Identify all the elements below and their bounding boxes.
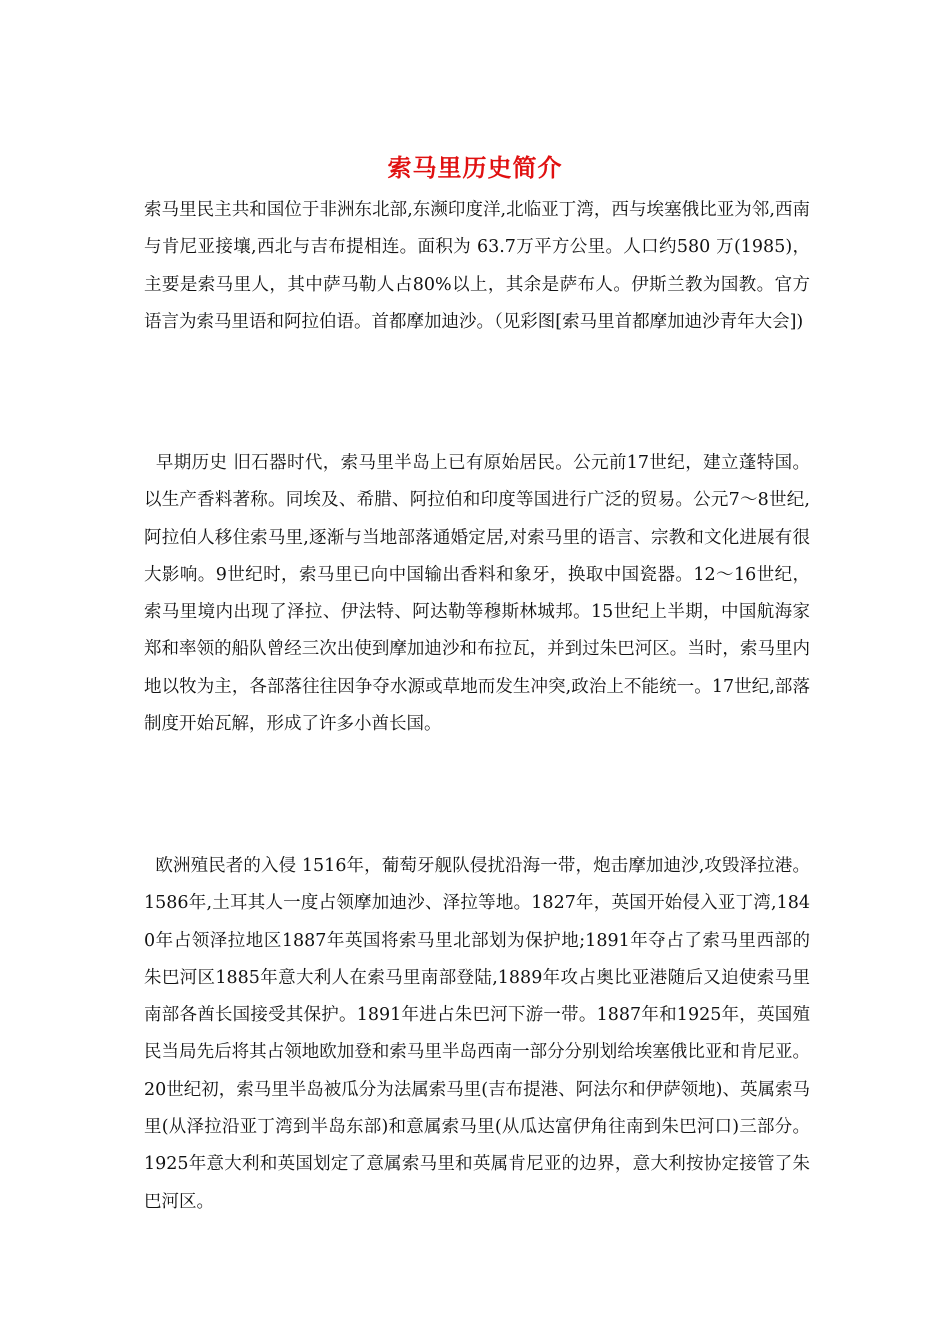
paragraph-early-history: 早期历史 旧石器时代，索马里半岛上已有原始居民。公元前17世纪，建立蓬特国。以生产香料著称。同埃及、希腊、阿拉伯和印度等国进行广泛的贸易。公元7～8世纪,阿拉伯人移住索马里,逐渐与当地部落通婚定居,对索马里的语言、宗教和文化进展有很大影响。9世纪时，索马里已向中国输出香料和象牙，换取中国瓷器。12～16世纪，索马里境内出现了泽拉、伊法特、阿达勒等穆斯林城邦。15世纪上半期，中国航海家郑和率领的船队曾经三次出使到摩加迪沙和布拉瓦，并到过朱巴河区。当时，索马里内地以牧为主，各部落往往因争夺水源或草地而发生冲突,政治上不能统一。17世纪,部落制度开始瓦解，形成了许多小酋长国。 <box>144 453 810 735</box>
paragraph-intro: 索马里民主共和国位于非洲东北部,东濒印度洋,北临亚丁湾，西与埃塞俄比亚为邻,西南与肯尼亚接壤,西北与吉布提相连。面积为 63.7万平方公里。人口约580 万(1985)，主要是索马里人，其中萨马勒人占80%以上，其余是萨布人。伊斯兰教为国教。官方语言为索马里语和阿拉伯语。首都摩加迪沙。（见彩图[索马里首都摩加迪沙青年大会]) <box>144 200 810 332</box>
document-title: 索马里历史简介 <box>387 153 563 182</box>
paragraph-colonial-invasion: 欧洲殖民者的入侵 1516年，葡萄牙舰队侵扰沿海一带，炮击摩加迪沙,攻毁泽拉港。1586年,土耳其人一度占领摩加迪沙、泽拉等地。1827年，英国开始侵入亚丁湾,1840年占领泽拉地区1887年英国将索马里北部划为保护地;1891年夺占了索马里西部的朱巴河区1885年意大利人在索马里南部登陆,1889年攻占奥比亚港随后又迫使索马里南部各酋长国接受其保护。1891年进占朱巴河下游一带。1887年和1925年，英国殖民当局先后将其占领地欧加登和索马里半岛西南一部分分别划给埃塞俄比亚和肯尼亚。20世纪初，索马里半岛被瓜分为法属索马里(吉布提港、阿法尔和伊萨领地)、英属索马里(从泽拉沿亚丁湾到半岛东部)和意属索马里(从瓜达富伊角往南到朱巴河口)三部分。1925年意大利和英国划定了意属索马里和英属肯尼亚的边界，意大利按协定接管了朱巴河区。 <box>144 856 810 1212</box>
